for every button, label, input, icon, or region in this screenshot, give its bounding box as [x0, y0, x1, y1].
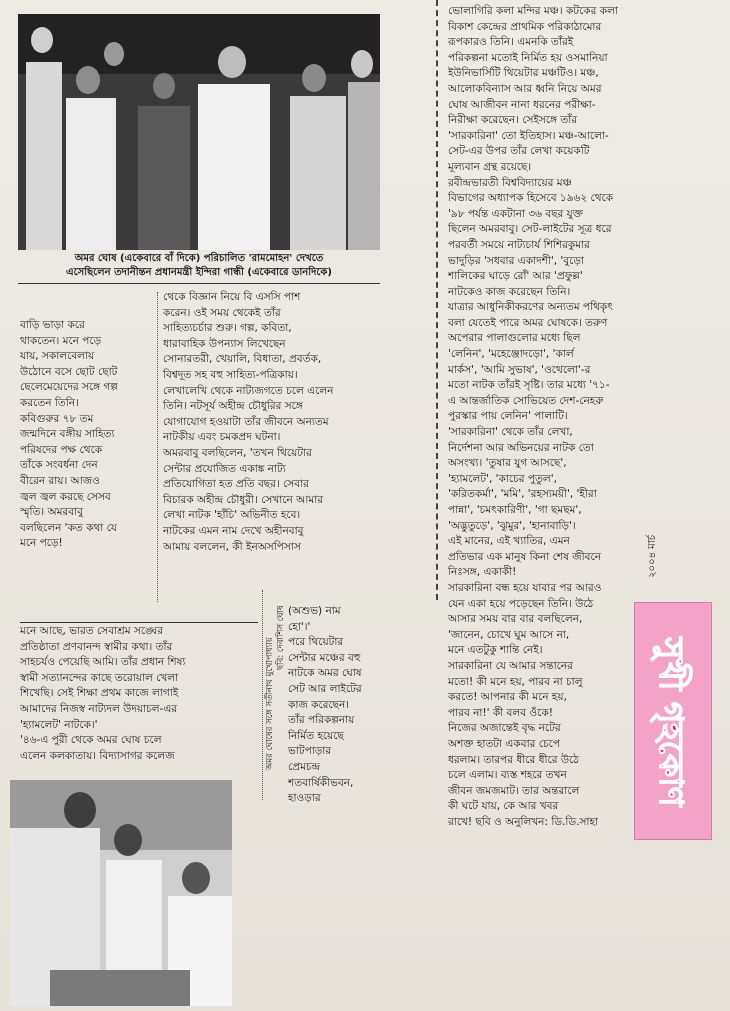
- article-column-1: বাড়ি ভাড়া করে থাকতেন। মনে পড়ে যায়, সকালবেলায় উঠোনে বসে ছোট ছোট ছেলেমেয়েদের সঙ্গে গল্প করতেন তিনি। কবিগুরুর ৭৮ তম জন্মদিনে বঙ্গীয় সাহিত্য পরিষদের পক্ষ থেকে তাঁকে সংবর্ধনা দেন বীরেন রায়। আজও জ্বল জ্বল করছে সেসব স্মৃতি। অমরবাবু বলছিলেন 'কত কথা যে মনে পড়ে!: [20, 319, 118, 550]
- magazine-logo-text: সুখী গৃহকোণ: [652, 637, 691, 807]
- article-column-3: ভোলাগিরি কলা মন্দির মঞ্চ। কটকের কলা বিকাশ কেন্দ্রের প্রাথমিক পরিকাঠামোর রূপকারও তিনি। এমনকি তাঁরই পরিকল্পনা মতোই নির্মিত হয় ওসমানিয়া ইউনিভার্সিটি থিয়েটার মঞ্চটিও। মঞ্চ, আলোকবিন্যাস আর ধ্বনি নিয়ে অমর ঘোষ আজীবন নানা ধরনের পরীক্ষা- নিরীক্ষা করেছেন। সেইসঙ্গে তাঁর 'সারকারিনা' তো ইতিহাস। মঞ্চ-আলো- সেট-এর উপর তাঁর লেখা কয়েকটি মূল্যবান গ্রন্থ রয়েছে। রবীন্দ্রভারতী বিশ্ববিদ্যায়ের মঞ্চ বিভাগের অধ্যাপক হিসেবে ১৯৬২ থেকে '৯৮ পর্যন্ত একটানা ৩৬ বছর যুক্ত ছিলেন অমরবাবু। সেট-লাইটের সূত্র ধরে পরবর্তী সময়ে নাট্যচার্য শিশিরকুমার ভাদুড়ির 'সধবার একাদশী', 'বুড়ো শালিকের ঘাড়ে রোঁ' আর 'প্রফুল্ল' নাটকেও কাজ করেছেন তিনি। যাত্রার আধুনিকীকরণের অন্যতম পথিকৃৎ বলা যেতেই পারে অমর ঘোষকে। তরুণ অপেরার পালাগুলোর মধ্যে ছিল 'লেনিন', 'মহেঞ্জোদড়ো', 'কার্ল মার্কস', 'আমি সুভাষ', 'ওথেলো'-র মতো নাটক তাঁরই সৃষ্টি। তার মধ্যে '৭১- এ আন্তর্জাতিক সোভিয়েত দেশ-নেহরু পুরস্কার পায় লেনিন' পালাটি। 'সারকারিনা' থেকে তাঁর লেখা, নির্দেশনা আর অভিনয়ের নাটক তো অসংখ্য। 'তুষার যুগ আসছে', 'হ্যামলেট', 'কাচের পুতুল', 'করিতকর্মা', 'মমি', 'রহস্যময়ী', 'হীরা পান্না', 'চমৎকারিণী', 'গা ছমছম', 'অদ্ভুতুড়ে', 'ঝুমুর', 'হানাবাড়ি'। এই মানের, এই খ্যাতির, এমন প্রতিভার এক মানুষ কিনা শেষ জীবনে নিঃসঙ্গ, একাকী! সারকারিনা বন্ধ হয়ে যাবার পর আরও যেন একা হয়ে পড়েছেন তিনি। উঠে আসার সময় বার বার বলছিলেন, 'জানেন, চোখে ঘুম আসে না, মনে এতটুকু শান্তি নেই। সারকারিনা যে আমার সন্তানের মতো! কী মনে হয়, পারব না চালু করতে! আপনার কী মনে হয়, পারব না!' কী বলব ওঁকে! নিজের অজান্তেই বৃদ্ধ নটের অশক্ত হাতটা একবার চেপে ধরলাম। তারপর ধীরে ধীরে উঠে চলে এলাম। ব্যস্ত শহরে তখন জীবন জমজমাট। তার অন্তরালে কী ঘটে যায়, কে আর খবর রাখে! ছবি ও অনুলিখন: ডি.ডি.সাহা: [448, 5, 618, 828]
- top-photo-caption-1: অমর ঘোষ (একেবারে বাঁ দিকে) পরিচালিত 'রামমোহন' দেখতে: [74, 253, 324, 264]
- article-column-mid: (অশুভ) নাম হো'।' পরে থিয়েটার সেন্টার মঞ্চের বহু নাটকে অমর ঘোষ সেট আর লাইটের কাজ করেছেন। তাঁর পরিকল্পনায় নির্মিত হয়েছে ভাটপাড়ার প্রেমচন্দ্র শতবার্ষিকীভবন, হাওড়ার: [288, 605, 362, 805]
- date-stamp: ২০০৪ মার্চ: [647, 534, 658, 578]
- article-column-2: থেকে বিজ্ঞান নিয়ে বি এসসি পাশ করেন। ওই সময় থেকেই তাঁর সাহিত্যচর্চার শুরু। গল্প, কবিতা, ধারাবাহিক উপন্যাস লিখেছেন সোনারতরী, খেয়ালি, বিধাতা, প্রবর্তক, বিশ্বদূত সহ বহু সাহিত্য-পত্রিকায়। লেখালেখি থেকে নাট্যজগতে চলে এলেন তিনি। নটসূর্য অহীন্দ্র চৌধুরির সঙ্গে যোগাযোগ হওয়াটা তাঁর জীবনে অন্যতম নাটকীয় এবং চমকপ্রদ ঘটনা। অমরবাবু বলছিলেন, 'তখন থিয়েটার সেন্টার প্রযোজিত একাঙ্ক নাট্য প্রতিযোগিতা হত প্রতি বছর। সেবার বিচারক অহীন্দ্র চৌধুরী। সেখানে আমার লেখা নাটক 'হাঁচি' অভিনীত হবে। নাটকের এমন নাম দেখে অহীনবাবু আমায় বললেন, কী ইনঅসপিসাস: [163, 291, 334, 553]
- article-column-wide: মনে আছে, ভারত সেবাশ্রম সঙ্ঘের প্রতিষ্ঠাতা প্রণবানন্দ স্বামীর কথা। তাঁর সাহচর্যও পেয়েছি আমি। তাঁর প্রধান শিষ্য স্বামী সত্যানন্দের কাছে তরোয়াল খেলা শিখেছি। সেই শিক্ষা প্রথম কাজে লাগাই আমাদের নিজস্ব নাট্যদল উদয়াচল-এর 'হ্যামলেট' নাটকে।' '৪৬-এ পুরী থেকে অমর ঘোষ চলে এলেন কলকাতায়। বিদ্যাসাগর কলেজ: [20, 625, 186, 762]
- bottom-photo-image: [10, 780, 232, 1006]
- photo-credit: অমর ঘোষের সঙ্গে সতীনাথ মুখোপাধ্যায়: [265, 637, 275, 770]
- divider: [18, 283, 380, 284]
- top-photo-caption-2: এসেছিলেন তদানীন্তন প্রধানমন্ত্রী ইন্দিরা গান্ধী (একেবারে ডানদিকে): [66, 267, 332, 278]
- article-border: [436, 0, 438, 600]
- divider: [20, 622, 258, 623]
- bottom-photo: [10, 780, 232, 1006]
- top-photo-image: [18, 14, 380, 250]
- magazine-logo: [634, 602, 712, 840]
- column-divider: [157, 292, 158, 602]
- top-photo: [18, 14, 380, 250]
- column-divider: [262, 590, 263, 800]
- photo-credit-2: ছবি: দেবাশিস ঘোষ: [276, 605, 286, 670]
